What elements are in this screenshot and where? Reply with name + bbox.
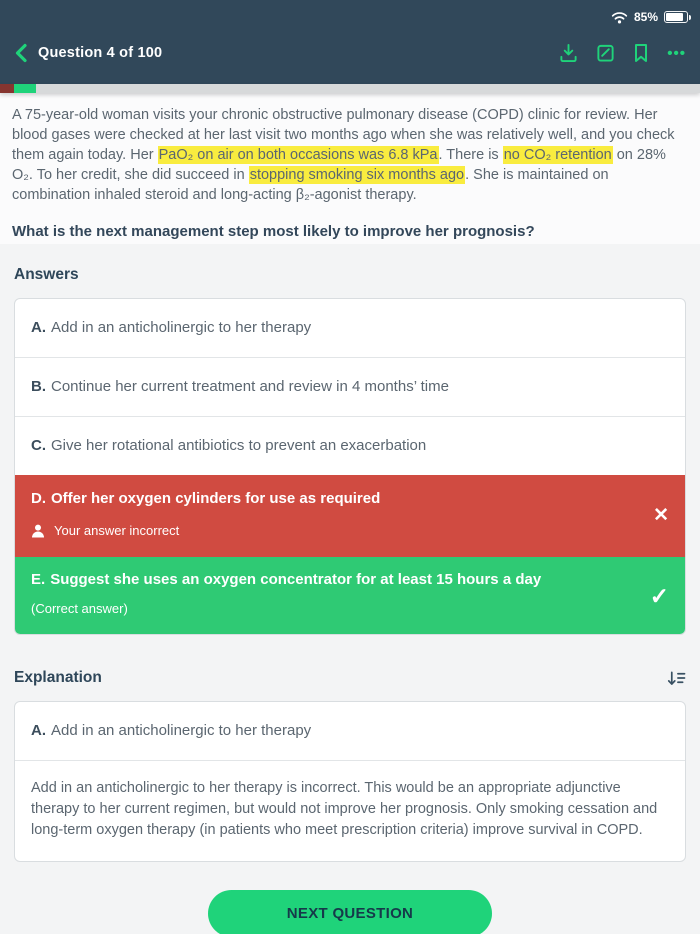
explanation-card: [14, 701, 686, 862]
nav-bar: [0, 26, 700, 76]
answer-text: Add in an anticholinergic to her therapy: [51, 319, 312, 336]
answer-option-b[interactable]: [15, 357, 685, 416]
battery-percentage: 85%: [633, 10, 658, 24]
next-question-button[interactable]: NEXT QUESTION: [208, 890, 492, 934]
highlighted-text: PaO₂ on air on both occasions was 6.8 kPa: [158, 147, 438, 163]
highlighted-text: no CO₂ retention: [503, 147, 612, 163]
progress-remaining-segment: [36, 84, 700, 93]
question-prompt: What is the next management step most likely to improve her prognosis?: [12, 223, 535, 240]
answer-text: Give her rotational antibiotics to prevent an exacerbation: [51, 437, 427, 454]
incorrect-subtitle: [31, 521, 641, 541]
wifi-icon: [611, 11, 628, 24]
explanation-body: Add in an anticholinergic to her therapy is incorrect. This would be an appropriate adjunctive therapy to her current regimen, but would not improve her prognosis. Only smoking cessation and long-term oxygen therapy (in patients who meet prescription criteria) improve survival in COPD.: [31, 780, 658, 838]
battery-icon: [664, 11, 688, 23]
answer-text: Offer her oxygen cylinders for use as required: [51, 490, 381, 507]
answer-letter: A.: [31, 319, 46, 336]
answer-option-e[interactable]: [15, 557, 685, 634]
progress-bar: [0, 84, 700, 93]
question-text: [12, 105, 688, 205]
correct-subtitle: [31, 599, 641, 619]
answer-letter: A.: [31, 722, 46, 739]
answer-title: [31, 489, 641, 509]
answers-header: Answers: [14, 266, 79, 283]
progress-incorrect-segment: [0, 84, 14, 93]
page-title: Question 4 of 100: [38, 45, 163, 61]
back-button[interactable]: [14, 43, 28, 63]
footer: [0, 890, 700, 934]
question-section: [0, 93, 700, 244]
collapse-icon[interactable]: [667, 670, 686, 687]
answer-letter: D.: [31, 490, 46, 507]
question-text-segment: . She is maintained on combination inhaled steroid and long-acting β₂-agonist therapy.: [12, 167, 609, 203]
answers-list: [14, 298, 686, 635]
bookmark-icon[interactable]: [633, 43, 649, 63]
more-button[interactable]: •••: [667, 44, 686, 62]
answer-letter: E.: [31, 571, 46, 588]
explanation-header: Explanation: [14, 669, 102, 686]
person-icon: [31, 524, 45, 538]
answer-text: Suggest she uses an oxygen concentrator for at least 15 hours a day: [50, 571, 542, 588]
answer-letter: C.: [31, 437, 46, 454]
incorrect-icon: ✕: [653, 505, 669, 526]
highlighted-text: stopping smoking six months ago: [249, 167, 465, 183]
answer-text: Add in an anticholinergic to her therapy: [51, 722, 312, 739]
explanation-section: [0, 635, 700, 862]
answer-title: [31, 570, 641, 590]
progress-correct-segment: [14, 84, 36, 93]
answer-letter: B.: [31, 378, 46, 395]
download-icon[interactable]: [559, 43, 578, 63]
question-text-segment: A 75-year-old woman visits your chronic obstructive pulmonary disease (COPD) clinic for review. Her blood gases were checked at her last visit two months ago when she was relatively well, and you check them again today. Her: [12, 107, 675, 163]
notes-icon[interactable]: [596, 43, 615, 63]
question-text-segment: on 28% O₂. To her credit, she did succeed in: [12, 147, 666, 183]
header: [0, 0, 700, 84]
answer-option-a[interactable]: [15, 299, 685, 357]
answer-text: Continue her current treatment and review in 4 months’ time: [51, 378, 449, 395]
correct-subtitle-text: (Correct answer): [31, 601, 128, 616]
answers-section: [0, 244, 700, 635]
explanation-option-title: [15, 702, 685, 761]
incorrect-subtitle-text: Your answer incorrect: [54, 523, 180, 538]
answer-option-d[interactable]: [15, 475, 685, 557]
check-icon: ✓: [649, 582, 669, 609]
question-text-segment: . There is: [438, 147, 503, 163]
status-bar: [0, 0, 700, 26]
answer-option-c[interactable]: [15, 416, 685, 475]
